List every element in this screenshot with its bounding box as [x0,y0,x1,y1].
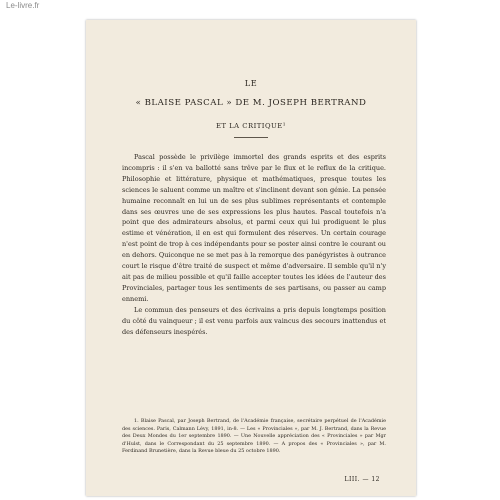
body-text [122,152,386,337]
page-number: LIII. — 12 [344,476,380,483]
title-line-3: ET LA CRITIQUE¹ [216,122,286,130]
footnote [122,418,386,456]
title-line-2: « BLAISE PASCAL » DE M. JOSEPH BERTRAND [135,98,367,108]
document-page [86,20,416,496]
watermark: Le-livre.fr [6,1,40,10]
paragraph-2: Le commun des penseurs et des écrivains a pris depuis longtemps position du côté du vainqueur ; il est venu parfois aux vaincus des secours inattendus et des défenseurs inespérés. [122,305,386,336]
title-divider [234,137,268,138]
title-line-1: LE [244,78,258,88]
footnote-text: 1. Blaise Pascal, par Joseph Bertrand, de l'Académie française, secrétaire perpétuel de l'Académie des sciences. Paris, Calmann Lévy, 1891, in-8. — Les « Provinciales », par M. J. Bertrand, dans la Revue des Deux Mondes du 1er septembre 1890. — Une Nouvelle appréciation des « Provinciales » par Mgr d'Hulst, dans le Correspondant du 25 septembre 1890. — A propos des « Provinciales », par M. Ferdinand Brunetière, dans la Revue bleue du 25 octobre 1890. [122,418,386,455]
paragraph-1: Pascal possède le privilège immortel des grands esprits et des esprits incompris : il s'en va ballotté sans trêve par le flux et le reflux de la critique. Philosophie et littérature, physique et mathématiques, presque toutes les sciences le saluent comme un maître et s'inclinent devant son génie. La pensée humaine reconnaît en lui un de ses plus sublimes représentants et contemple dans ses œuvres une de ses expressions les plus hautes. Pascal toutefois n'a point que des admirateurs absolus, et parmi ceux qui lui prodiguent le plus estime et vénération, il en est qui formulent des réserves. Un certain courage n'est point de trop à ces indépendants pour se poster ainsi contre le courant ou en dehors. Quiconque ne se met pas à la remorque des panégyristes à outrance court le risque d'être traité de suspect et même d'adversaire. Il semble qu'il n'y ait pas de milieu possible et qu'il faille accepter toutes les idées de l'auteur des Provinciales, partager tous les sentiments de ses partisans, ou passer au camp ennemi. [122,153,386,303]
